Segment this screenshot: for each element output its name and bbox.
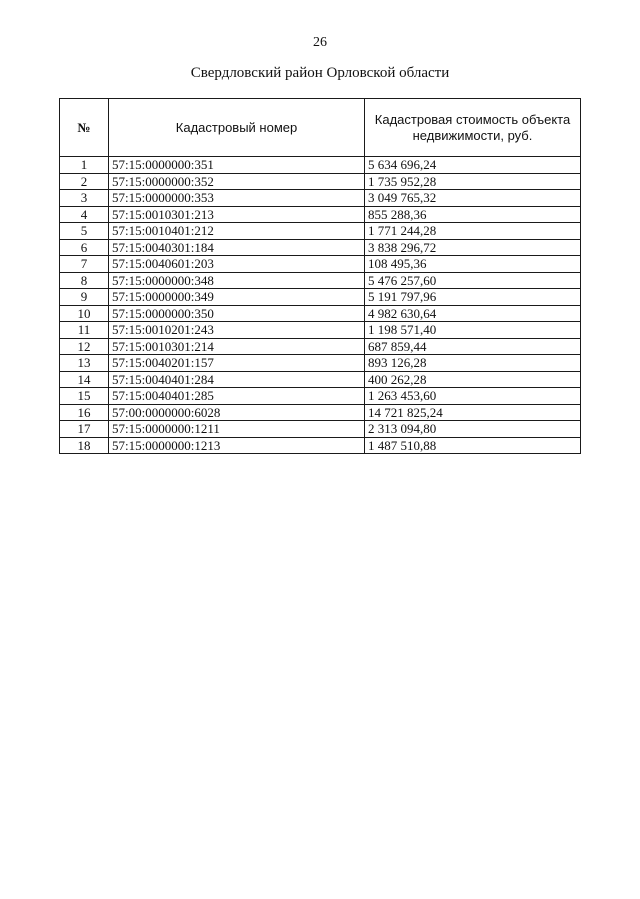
cadastral-number-cell: 57:15:0000000:1211 <box>109 421 365 438</box>
cadastral-number-cell: 57:15:0000000:349 <box>109 289 365 306</box>
row-number: 14 <box>60 371 109 388</box>
row-number: 1 <box>60 157 109 174</box>
table-row <box>60 190 581 207</box>
row-number: 7 <box>60 256 109 273</box>
cadastral-cost-cell: 14 721 825,24 <box>365 404 581 421</box>
cadastral-cost-cell: 5 634 696,24 <box>365 157 581 174</box>
row-number: 15 <box>60 388 109 405</box>
cadastral-cost-cell: 5 476 257,60 <box>365 272 581 289</box>
table-row <box>60 289 581 306</box>
cadastral-cost-cell: 4 982 630,64 <box>365 305 581 322</box>
table-row <box>60 305 581 322</box>
cadastral-number-cell: 57:15:0040601:203 <box>109 256 365 273</box>
cadastral-cost-cell: 1 263 453,60 <box>365 388 581 405</box>
table-row <box>60 256 581 273</box>
row-number: 18 <box>60 437 109 454</box>
row-number: 6 <box>60 239 109 256</box>
cadastral-number-cell: 57:15:0040401:284 <box>109 371 365 388</box>
table-row <box>60 421 581 438</box>
cadastral-number-cell: 57:15:0040401:285 <box>109 388 365 405</box>
cadastral-cost-cell: 893 126,28 <box>365 355 581 372</box>
cadastral-cost-cell: 5 191 797,96 <box>365 289 581 306</box>
table-row <box>60 157 581 174</box>
cadastral-cost-cell: 1 198 571,40 <box>365 322 581 339</box>
cadastral-number-cell: 57:15:0000000:352 <box>109 173 365 190</box>
cadastral-number-cell: 57:15:0000000:348 <box>109 272 365 289</box>
table-row <box>60 239 581 256</box>
cadastral-cost-cell: 1 771 244,28 <box>365 223 581 240</box>
table-row <box>60 322 581 339</box>
row-number: 3 <box>60 190 109 207</box>
table-row <box>60 437 581 454</box>
cadastral-number-cell: 57:15:0010401:212 <box>109 223 365 240</box>
row-number: 16 <box>60 404 109 421</box>
cadastral-number-cell: 57:00:0000000:6028 <box>109 404 365 421</box>
cadastral-cost-cell: 1 735 952,28 <box>365 173 581 190</box>
table-row <box>60 404 581 421</box>
cadastral-cost-cell: 687 859,44 <box>365 338 581 355</box>
table-row <box>60 206 581 223</box>
cadastral-cost-cell: 3 049 765,32 <box>365 190 581 207</box>
cadastral-number-cell: 57:15:0000000:1213 <box>109 437 365 454</box>
page-title: Свердловский район Орловской области <box>190 65 450 81</box>
row-number: 4 <box>60 206 109 223</box>
cadastral-number-cell: 57:15:0000000:351 <box>109 157 365 174</box>
cadastral-cost-cell: 855 288,36 <box>365 206 581 223</box>
row-number: 2 <box>60 173 109 190</box>
cadastral-number-cell: 57:15:0010301:214 <box>109 338 365 355</box>
table-body <box>60 157 581 454</box>
table-row <box>60 272 581 289</box>
row-number: 12 <box>60 338 109 355</box>
cadastral-number-cell: 57:15:0000000:350 <box>109 305 365 322</box>
page-number: 26 <box>313 35 327 50</box>
row-number: 10 <box>60 305 109 322</box>
cadastral-cost-cell: 2 313 094,80 <box>365 421 581 438</box>
cadastral-number-cell: 57:15:0010201:243 <box>109 322 365 339</box>
header-cadastral-cost: Кадастровая стоимость объекта недвижимости, руб. <box>365 99 581 157</box>
row-number: 8 <box>60 272 109 289</box>
row-number: 5 <box>60 223 109 240</box>
table-row <box>60 388 581 405</box>
cadastral-cost-cell: 108 495,36 <box>365 256 581 273</box>
table-row <box>60 355 581 372</box>
header-cadastral-number: Кадастровый номер <box>109 99 365 157</box>
cadastral-number-cell: 57:15:0000000:353 <box>109 190 365 207</box>
cadastral-number-cell: 57:15:0040201:157 <box>109 355 365 372</box>
cadastral-value-table <box>59 98 581 454</box>
table-row <box>60 173 581 190</box>
cadastral-number-cell: 57:15:0040301:184 <box>109 239 365 256</box>
row-number: 17 <box>60 421 109 438</box>
row-number: 11 <box>60 322 109 339</box>
table-row <box>60 223 581 240</box>
cadastral-cost-cell: 400 262,28 <box>365 371 581 388</box>
table-row <box>60 371 581 388</box>
cadastral-cost-cell: 3 838 296,72 <box>365 239 581 256</box>
row-number: 13 <box>60 355 109 372</box>
row-number: 9 <box>60 289 109 306</box>
cadastral-cost-cell: 1 487 510,88 <box>365 437 581 454</box>
table-header-row <box>60 99 581 157</box>
table-row <box>60 338 581 355</box>
cadastral-number-cell: 57:15:0010301:213 <box>109 206 365 223</box>
header-number: № <box>60 99 109 157</box>
